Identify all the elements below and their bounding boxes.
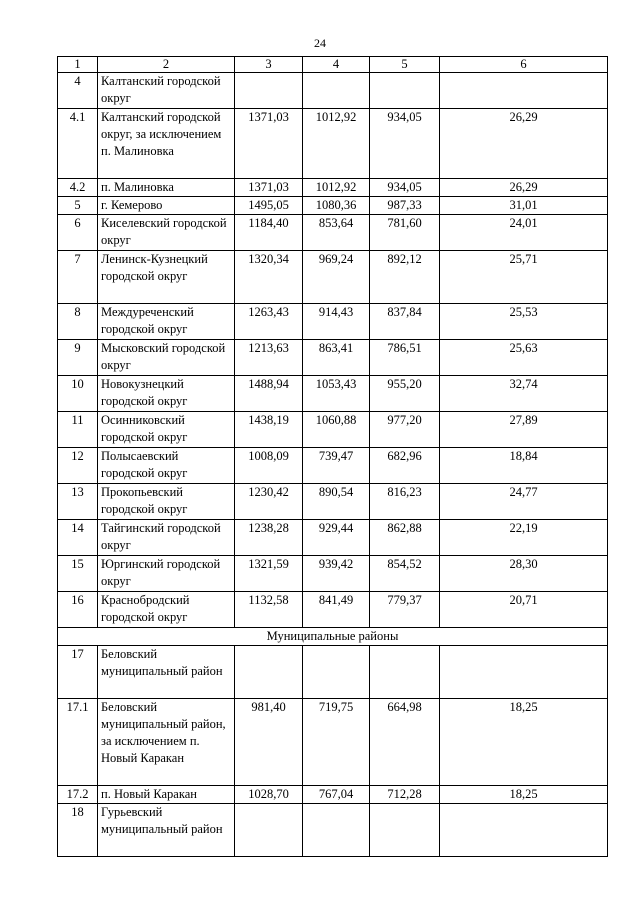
value-col-4: 739,47	[303, 448, 370, 484]
value-col-3: 1213,63	[235, 340, 303, 376]
value-col-6: 18,25	[440, 786, 608, 804]
value-col-4: 929,44	[303, 520, 370, 556]
value-col-3: 1495,05	[235, 197, 303, 215]
table-row	[58, 109, 608, 179]
value-col-3: 1238,28	[235, 520, 303, 556]
value-col-6: 24,77	[440, 484, 608, 520]
table-row	[58, 448, 608, 484]
territory-name: Киселевский городской округ	[98, 215, 235, 251]
row-number: 4.2	[58, 179, 98, 197]
value-col-6: 24,01	[440, 215, 608, 251]
value-col-4: 853,64	[303, 215, 370, 251]
table-row	[58, 646, 608, 699]
value-col-6: 28,30	[440, 556, 608, 592]
value-col-6: 25,71	[440, 251, 608, 304]
table-row	[58, 251, 608, 304]
value-col-5: 934,05	[370, 179, 440, 197]
table-row	[58, 197, 608, 215]
value-col-6: 26,29	[440, 179, 608, 197]
header-cell: 1	[58, 57, 98, 73]
header-cell: 4	[303, 57, 370, 73]
row-number: 7	[58, 251, 98, 304]
table-row	[58, 73, 608, 109]
value-col-4: 1012,92	[303, 109, 370, 179]
territory-name: Калтанский городской округ, за исключением п. Малиновка	[98, 109, 235, 179]
value-col-4: 1060,88	[303, 412, 370, 448]
value-col-6	[440, 73, 608, 109]
value-col-4: 719,75	[303, 699, 370, 786]
territory-name: Междуреченский городской округ	[98, 304, 235, 340]
territory-name: Ленинск-Кузнецкий городской округ	[98, 251, 235, 304]
row-number: 6	[58, 215, 98, 251]
territory-name: Прокопьевский городской округ	[98, 484, 235, 520]
row-number: 10	[58, 376, 98, 412]
table-row	[58, 592, 608, 628]
territory-name: Беловский муниципальный район	[98, 646, 235, 699]
row-number: 17.1	[58, 699, 98, 786]
value-col-3: 1438,19	[235, 412, 303, 448]
value-col-5: 786,51	[370, 340, 440, 376]
value-col-3: 1184,40	[235, 215, 303, 251]
header-cell: 2	[98, 57, 235, 73]
value-col-4	[303, 804, 370, 857]
value-col-6: 18,84	[440, 448, 608, 484]
value-col-6: 25,53	[440, 304, 608, 340]
header-cell: 3	[235, 57, 303, 73]
territory-name: Юргинский городской округ	[98, 556, 235, 592]
value-col-4: 1080,36	[303, 197, 370, 215]
value-col-3: 1263,43	[235, 304, 303, 340]
tariff-table	[57, 56, 608, 857]
section-header-row	[58, 628, 608, 646]
value-col-6: 20,71	[440, 592, 608, 628]
value-col-3: 1132,58	[235, 592, 303, 628]
value-col-3: 1320,34	[235, 251, 303, 304]
value-col-5: 712,28	[370, 786, 440, 804]
row-number: 8	[58, 304, 98, 340]
value-col-5	[370, 646, 440, 699]
territory-name: Гурьевский муниципальный район	[98, 804, 235, 857]
header-row	[58, 57, 608, 73]
table-row	[58, 179, 608, 197]
row-number: 13	[58, 484, 98, 520]
value-col-5: 854,52	[370, 556, 440, 592]
value-col-3: 981,40	[235, 699, 303, 786]
territory-name: Новокузнецкий городской округ	[98, 376, 235, 412]
row-number: 18	[58, 804, 98, 857]
value-col-5: 816,23	[370, 484, 440, 520]
header-cell: 5	[370, 57, 440, 73]
value-col-4: 939,42	[303, 556, 370, 592]
value-col-5: 862,88	[370, 520, 440, 556]
section-title: Муниципальные районы	[58, 628, 608, 646]
territory-name: Полысаевский городской округ	[98, 448, 235, 484]
value-col-3: 1230,42	[235, 484, 303, 520]
row-number: 4.1	[58, 109, 98, 179]
row-number: 11	[58, 412, 98, 448]
territory-name: п. Малиновка	[98, 179, 235, 197]
value-col-5: 664,98	[370, 699, 440, 786]
territory-name: Осинниковский городской округ	[98, 412, 235, 448]
value-col-6	[440, 804, 608, 857]
table-row	[58, 412, 608, 448]
table-row	[58, 340, 608, 376]
value-col-5: 682,96	[370, 448, 440, 484]
row-number: 12	[58, 448, 98, 484]
table-row	[58, 484, 608, 520]
territory-name: Мысковский городской округ	[98, 340, 235, 376]
territory-name: Беловский муниципальный район, за исключением п. Новый Каракан	[98, 699, 235, 786]
territory-name: п. Новый Каракан	[98, 786, 235, 804]
territory-name: Тайгинский городской округ	[98, 520, 235, 556]
value-col-3: 1008,09	[235, 448, 303, 484]
row-number: 4	[58, 73, 98, 109]
territory-name: г. Кемерово	[98, 197, 235, 215]
table-row	[58, 699, 608, 786]
value-col-3	[235, 804, 303, 857]
value-col-4: 914,43	[303, 304, 370, 340]
value-col-6	[440, 646, 608, 699]
value-col-4	[303, 73, 370, 109]
value-col-3: 1028,70	[235, 786, 303, 804]
value-col-5: 892,12	[370, 251, 440, 304]
value-col-4: 969,24	[303, 251, 370, 304]
header-cell: 6	[440, 57, 608, 73]
page-number: 24	[314, 36, 326, 50]
row-number: 9	[58, 340, 98, 376]
value-col-5: 781,60	[370, 215, 440, 251]
table-row	[58, 556, 608, 592]
value-col-5	[370, 804, 440, 857]
table-row	[58, 304, 608, 340]
table-row	[58, 376, 608, 412]
value-col-5: 934,05	[370, 109, 440, 179]
value-col-5: 955,20	[370, 376, 440, 412]
value-col-6: 27,89	[440, 412, 608, 448]
value-col-5: 779,37	[370, 592, 440, 628]
value-col-6: 26,29	[440, 109, 608, 179]
territory-name: Краснобродский городской округ	[98, 592, 235, 628]
value-col-4: 890,54	[303, 484, 370, 520]
value-col-3	[235, 646, 303, 699]
value-col-6: 22,19	[440, 520, 608, 556]
value-col-3	[235, 73, 303, 109]
value-col-4: 841,49	[303, 592, 370, 628]
territory-name: Калтанский городской округ	[98, 73, 235, 109]
value-col-5: 977,20	[370, 412, 440, 448]
value-col-4	[303, 646, 370, 699]
value-col-6: 31,01	[440, 197, 608, 215]
table-row	[58, 786, 608, 804]
row-number: 17	[58, 646, 98, 699]
row-number: 17.2	[58, 786, 98, 804]
table-row	[58, 804, 608, 857]
table-row	[58, 215, 608, 251]
value-col-4: 1053,43	[303, 376, 370, 412]
row-number: 5	[58, 197, 98, 215]
value-col-6: 32,74	[440, 376, 608, 412]
value-col-3: 1371,03	[235, 179, 303, 197]
value-col-4: 863,41	[303, 340, 370, 376]
row-number: 16	[58, 592, 98, 628]
value-col-4: 1012,92	[303, 179, 370, 197]
value-col-5: 837,84	[370, 304, 440, 340]
value-col-6: 18,25	[440, 699, 608, 786]
table-row	[58, 520, 608, 556]
value-col-3: 1371,03	[235, 109, 303, 179]
row-number: 14	[58, 520, 98, 556]
row-number: 15	[58, 556, 98, 592]
value-col-5	[370, 73, 440, 109]
value-col-3: 1488,94	[235, 376, 303, 412]
value-col-4: 767,04	[303, 786, 370, 804]
value-col-3: 1321,59	[235, 556, 303, 592]
value-col-6: 25,63	[440, 340, 608, 376]
value-col-5: 987,33	[370, 197, 440, 215]
